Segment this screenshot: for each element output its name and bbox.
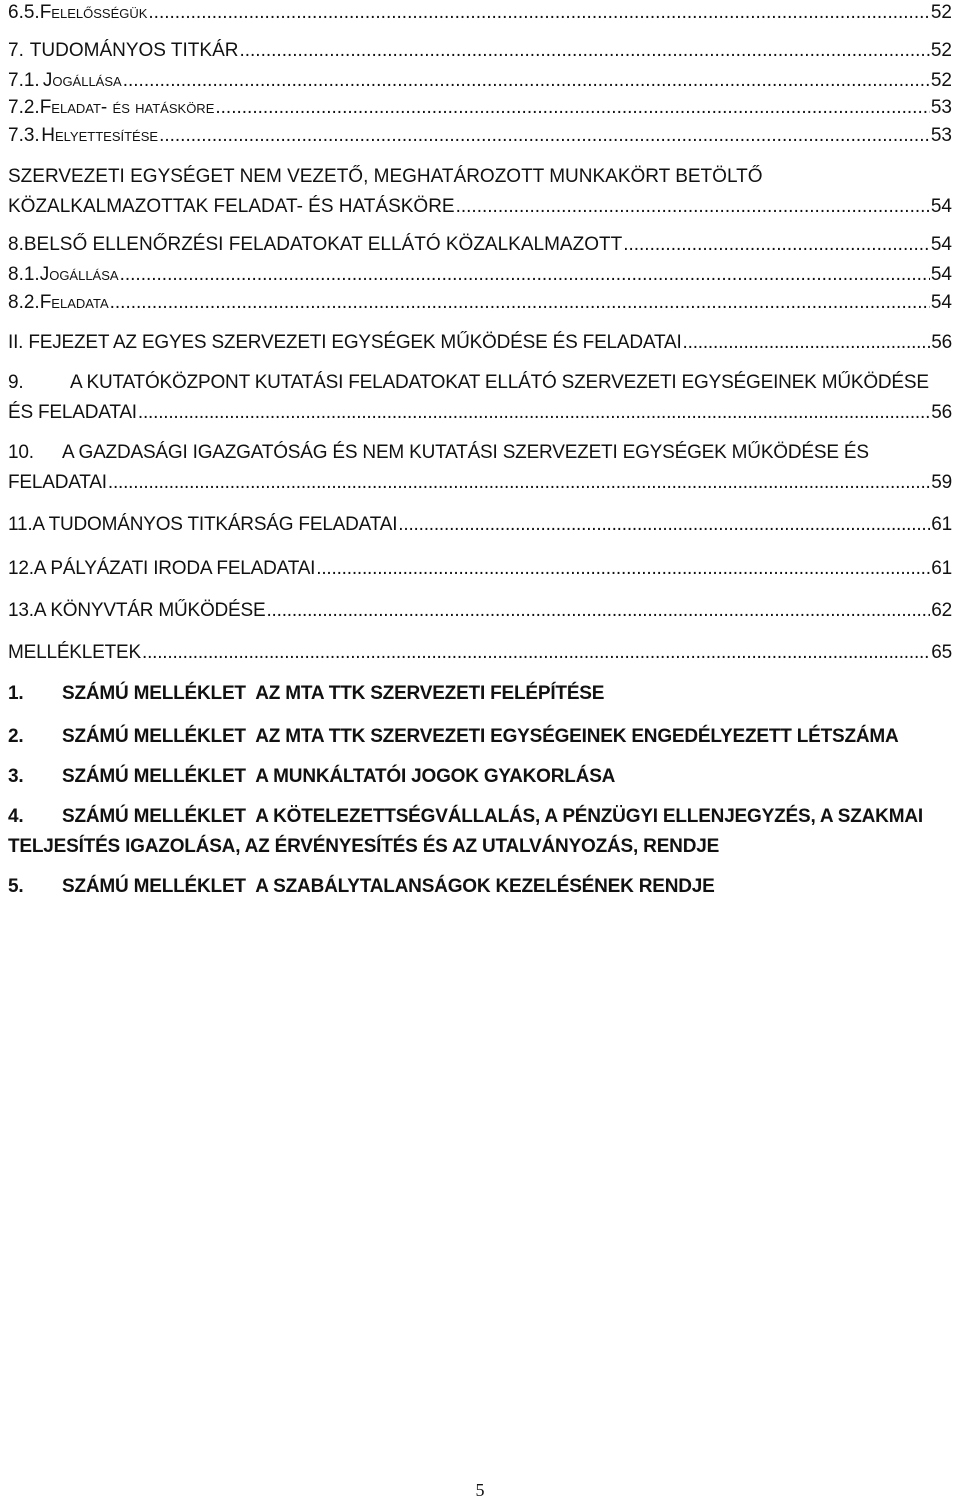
toc-entry-page: 59 bbox=[931, 472, 952, 493]
toc-leader bbox=[142, 642, 930, 664]
appendix-entry-title: SZÁMÚ MELLÉKLET A KÖTELEZETTSÉGVÁLLALÁS, A PÉNZÜGYI ELLENJEGYZÉS, A SZAKMAI bbox=[62, 806, 923, 827]
toc-leader bbox=[456, 196, 930, 218]
toc-entry[interactable] bbox=[8, 196, 952, 218]
toc-entry-page: 54 bbox=[930, 292, 952, 313]
toc-leader bbox=[138, 402, 930, 424]
toc-entry-page: 65 bbox=[931, 642, 952, 663]
toc-entry-page: 52 bbox=[930, 40, 952, 61]
toc-entry-title: Helyettesítése bbox=[41, 125, 159, 146]
appendix-entry[interactable] bbox=[8, 683, 604, 705]
toc-entry[interactable] bbox=[8, 292, 952, 314]
toc-entry-page: 61 bbox=[931, 558, 952, 579]
toc-entry-first-line[interactable] bbox=[8, 442, 869, 464]
toc-entry-first-line[interactable] bbox=[8, 372, 929, 394]
page-number: 5 bbox=[475, 1480, 485, 1500]
toc-entry-title: II. FEJEZET AZ EGYES SZERVEZETI EGYSÉGEK MŰKÖDÉSE ÉS FELADATAI bbox=[8, 332, 682, 353]
toc-leader bbox=[266, 600, 930, 622]
toc-entry[interactable] bbox=[8, 558, 952, 580]
appendix-entry-title: SZÁMÚ MELLÉKLET A SZABÁLYTALANSÁGOK KEZELÉSÉNEK RENDJE bbox=[62, 876, 715, 897]
toc-entry-title: Feladata bbox=[39, 292, 109, 313]
toc-entry-title: A KÖNYVTÁR MŰKÖDÉSE bbox=[33, 600, 266, 621]
toc-entry-number: 13. bbox=[8, 600, 34, 621]
toc-leader bbox=[316, 558, 930, 580]
toc-entry-page: 52 bbox=[930, 2, 952, 23]
appendix-entry-title: SZÁMÚ MELLÉKLET A MUNKÁLTATÓI JOGOK GYAKORLÁSA bbox=[62, 766, 616, 787]
toc-entry[interactable] bbox=[8, 514, 952, 536]
appendix-entry-number: 5. bbox=[8, 876, 24, 897]
appendix-entry-title: SZÁMÚ MELLÉKLET AZ MTA TTK SZERVEZETI FELÉPÍTÉSE bbox=[62, 683, 605, 704]
toc-leader bbox=[623, 234, 930, 256]
toc-entry[interactable] bbox=[8, 70, 952, 92]
toc-entry-title: FELADATAI bbox=[8, 472, 107, 493]
toc-entry-page: 61 bbox=[931, 514, 952, 535]
toc-entry-title: Jogállása bbox=[42, 70, 122, 91]
toc-entry-page: 52 bbox=[930, 70, 952, 91]
toc-entry-number: 7.3. bbox=[8, 125, 40, 146]
toc-entry-title: TUDOMÁNYOS TITKÁR bbox=[29, 40, 239, 61]
toc-entry-number: 9. bbox=[8, 372, 24, 393]
toc-entry[interactable] bbox=[8, 264, 952, 286]
toc-entry-number: 6.5. bbox=[8, 2, 40, 23]
toc-leader bbox=[110, 292, 930, 314]
appendix-entry-title: SZÁMÚ MELLÉKLET AZ MTA TTK SZERVEZETI EGYSÉGEINEK ENGEDÉLYEZETT LÉTSZÁMA bbox=[62, 726, 899, 747]
toc-entry-title: A TUDOMÁNYOS TITKÁRSÁG FELADATAI bbox=[32, 514, 398, 535]
toc-entry-page: 54 bbox=[930, 264, 952, 285]
toc-entry[interactable] bbox=[8, 472, 952, 494]
toc-leader bbox=[148, 2, 929, 24]
toc-entry[interactable] bbox=[8, 600, 952, 622]
toc-entry-page: 53 bbox=[930, 97, 952, 118]
appendix-entry[interactable] bbox=[8, 806, 923, 828]
toc-entry-number: 7.2. bbox=[8, 97, 40, 118]
appendix-entry-number: 1. bbox=[8, 683, 24, 704]
toc-entry-number: 7.1. bbox=[8, 70, 40, 91]
appendix-entry[interactable] bbox=[8, 876, 715, 898]
toc-leader bbox=[120, 264, 930, 286]
toc-entry[interactable] bbox=[8, 2, 952, 24]
toc-entry-number: 8.2. bbox=[8, 292, 40, 313]
toc-leader bbox=[398, 514, 930, 536]
toc-entry-title: A KUTATÓKÖZPONT KUTATÁSI FELADATOKAT ELLÁTÓ SZERVEZETI EGYSÉGEINEK MŰKÖDÉSE bbox=[70, 372, 929, 393]
toc-entry-number: 12. bbox=[8, 558, 34, 579]
toc-entry-title: KÖZALKALMAZOTTAK FELADAT- ÉS HATÁSKÖRE bbox=[8, 196, 455, 217]
toc-entry-title: Feladat- és hatásköre bbox=[39, 97, 215, 118]
toc-entry-title: BELSŐ ELLENŐRZÉSI FELADATOKAT ELLÁTÓ KÖZALKALMAZOTT bbox=[23, 234, 623, 255]
toc-entry-page: 56 bbox=[931, 332, 952, 353]
appendix-entry-number: 3. bbox=[8, 766, 24, 787]
toc-leader bbox=[215, 97, 929, 119]
toc-entry[interactable] bbox=[8, 40, 952, 62]
toc-entry-number: 11. bbox=[8, 514, 33, 535]
toc-entry-page: 53 bbox=[930, 125, 952, 146]
toc-entry[interactable] bbox=[8, 97, 952, 119]
toc-leader bbox=[239, 40, 929, 62]
toc-entry-title[interactable]: SZERVEZETI EGYSÉGET NEM VEZETŐ, MEGHATÁROZOTT MUNKAKÖRT BETÖLTŐ bbox=[8, 166, 763, 187]
appendix-entry-number: 2. bbox=[8, 726, 24, 747]
toc-entry-title: ÉS FELADATAI bbox=[8, 402, 137, 423]
toc-entry-title: A GAZDASÁGI IGAZGATÓSÁG ÉS NEM KUTATÁSI SZERVEZETI EGYSÉGEK MŰKÖDÉSE ÉS bbox=[62, 442, 869, 463]
toc-entry[interactable] bbox=[8, 642, 952, 664]
toc-entry[interactable] bbox=[8, 332, 952, 354]
toc-leader bbox=[108, 472, 930, 494]
toc-entry-title: Felelősségük bbox=[39, 2, 148, 23]
toc-entry-title: MELLÉKLETEK bbox=[8, 642, 141, 663]
toc-entry-title: A PÁLYÁZATI IRODA FELADATAI bbox=[33, 558, 316, 579]
appendix-entry[interactable] bbox=[8, 766, 615, 788]
toc-entry-page: 54 bbox=[930, 234, 952, 255]
toc-entry-number: 10. bbox=[8, 442, 34, 463]
appendix-entry[interactable] bbox=[8, 726, 899, 748]
toc-entry-page: 54 bbox=[930, 196, 952, 217]
toc-entry-page: 56 bbox=[931, 402, 952, 423]
toc-leader bbox=[123, 70, 930, 92]
toc-entry-page: 62 bbox=[931, 600, 952, 621]
toc-leader bbox=[683, 332, 931, 354]
toc-entry[interactable] bbox=[8, 125, 952, 147]
appendix-entry-number: 4. bbox=[8, 806, 24, 827]
toc-entry-number: 7. bbox=[8, 40, 24, 61]
toc-entry[interactable] bbox=[8, 234, 952, 256]
toc-entry-number: 8. bbox=[8, 234, 24, 255]
toc-entry[interactable] bbox=[8, 402, 952, 424]
toc-entry-title: Jogállása bbox=[39, 264, 119, 285]
toc-entry-number: 8.1. bbox=[8, 264, 40, 285]
appendix-entry-continuation[interactable]: TELJESÍTÉS IGAZOLÁSA, AZ ÉRVÉNYESÍTÉS ÉS AZ UTALVÁNYOZÁS, RENDJE bbox=[8, 836, 720, 857]
toc-leader bbox=[159, 125, 930, 147]
